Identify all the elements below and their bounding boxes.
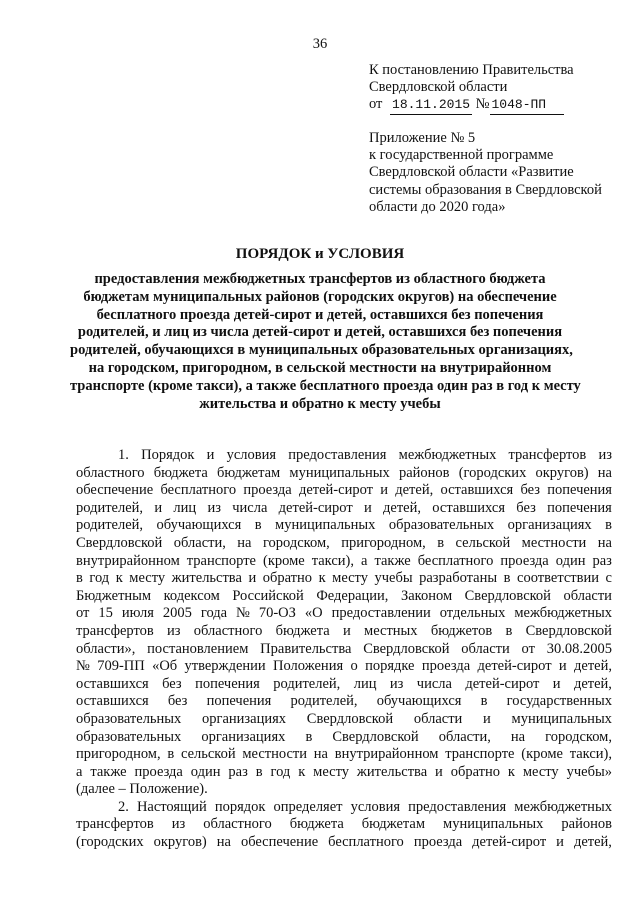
subtitle-line: родителей, и лиц из числа детей-сирот и детей, оставшихся без попечения — [77, 324, 563, 341]
subtitle-line: транспорте (кроме такси), а также бесплатного проезда один раз в год к месту — [70, 377, 581, 394]
body-line: а также проезда один раз в год к месту жительства и обратно к месту учебы» — [76, 763, 612, 780]
body-line: обеспечение бесплатного проезда детей-сирот и детей, оставшихся без попечения — [76, 482, 612, 499]
document-title: ПОРЯДОК и УСЛОВИЯ — [235, 246, 405, 262]
appendix-line: области до 2020 года» — [369, 198, 506, 215]
body-line: трансфертов из областного бюджета бюджетам муниципальных районов — [76, 816, 612, 833]
body-line: родителей, и лиц из числа детей-сирот и детей, оставшихся без попечения — [76, 499, 612, 516]
body-line: внутрирайонном транспорте (кроме такси), а также бесплатного проезда один раз — [76, 552, 612, 569]
subtitle-line: предоставления межбюджетных трансфертов из областного бюджета — [94, 271, 546, 287]
subtitle-line: жительства и обратно к месту учебы — [199, 395, 441, 412]
body-line: 2. Настоящий порядок определяет условия предоставления межбюджетных — [118, 798, 612, 815]
resolution-line-2: Свердловской области — [369, 79, 508, 96]
appendix-line: системы образования в Свердловской — [369, 181, 602, 198]
body-line: образовательных организациях в Свердловской области, на городском, — [76, 728, 612, 745]
from-label: от — [369, 96, 383, 113]
body-text — [76, 447, 612, 852]
body-line: в год к месту жительства и обратно к месту учебы разработаны в соответствии с — [76, 570, 612, 587]
resolution-line-1: К постановлению Правительства — [369, 62, 574, 78]
appendix-line: к государственной программе — [369, 147, 554, 164]
appendix-line: Свердловской области «Развитие — [369, 164, 574, 181]
body-line: оставшихся без попечения родителей, лиц из числа детей-сирот и детей, — [76, 675, 612, 692]
body-line: трансфертов из областного бюджета и местных бюджетов в Свердловской — [76, 622, 612, 639]
body-line: (городских округов) на обеспечение бесплатного проезда детей-сирот и детей, — [76, 834, 612, 851]
resolution-date: 18.11.2015 — [390, 96, 472, 114]
body-line: оставшихся без попечения родителей, обучающихся в государственных — [76, 693, 612, 710]
body-line: Свердловской области, на городском, пригородном, в сельской местности на — [76, 534, 612, 551]
body-line: Бюджетным кодексом Российской Федерации, Законом Свердловской области — [76, 587, 612, 604]
subtitle-line: бесплатного проезда детей-сирот и детей, оставшихся без попечения — [96, 306, 544, 323]
subtitle-line: бюджетам муниципальных районов (городских округов) на обеспечение — [83, 288, 557, 305]
subtitle-line: на городском, пригородном, в сельской местности на внутрирайонном — [88, 359, 552, 376]
resolution-date-line — [369, 96, 574, 114]
body-line: № 709-ПП «Об утверждении Положения о порядке проезда детей-сирот и детей, — [76, 658, 612, 675]
appendix-reference — [369, 130, 602, 216]
body-line: пригородном, в сельской местности на внутрирайонном транспорте (кроме такси), — [76, 746, 612, 763]
body-line: (далее – Положение). — [76, 781, 208, 798]
resolution-reference — [369, 62, 574, 115]
body-line: области», постановлением Правительства Свердловской области от 30.08.2005 — [76, 640, 612, 657]
document-subtitle — [70, 271, 581, 413]
resolution-number: 1048-ПП — [490, 96, 564, 114]
body-line: от 15 июля 2005 года № 70-ОЗ «О предоставлении отдельных межбюджетных — [76, 605, 612, 622]
body-line: родителей, обучающихся в муниципальных образовательных организациях в — [76, 517, 612, 534]
number-label: № — [475, 96, 490, 113]
body-line: образовательных организациях Свердловской области и муниципальных — [76, 710, 612, 727]
appendix-line: Приложение № 5 — [369, 130, 476, 146]
subtitle-line: родителей, обучающихся в муниципальных образовательных организациях, — [70, 342, 573, 359]
page-number: 36 — [312, 36, 328, 52]
body-line: 1. Порядок и условия предоставления межбюджетных трансфертов из — [118, 447, 612, 463]
body-line: областного бюджета бюджетам муниципальных районов (городских округов) на — [76, 464, 612, 481]
